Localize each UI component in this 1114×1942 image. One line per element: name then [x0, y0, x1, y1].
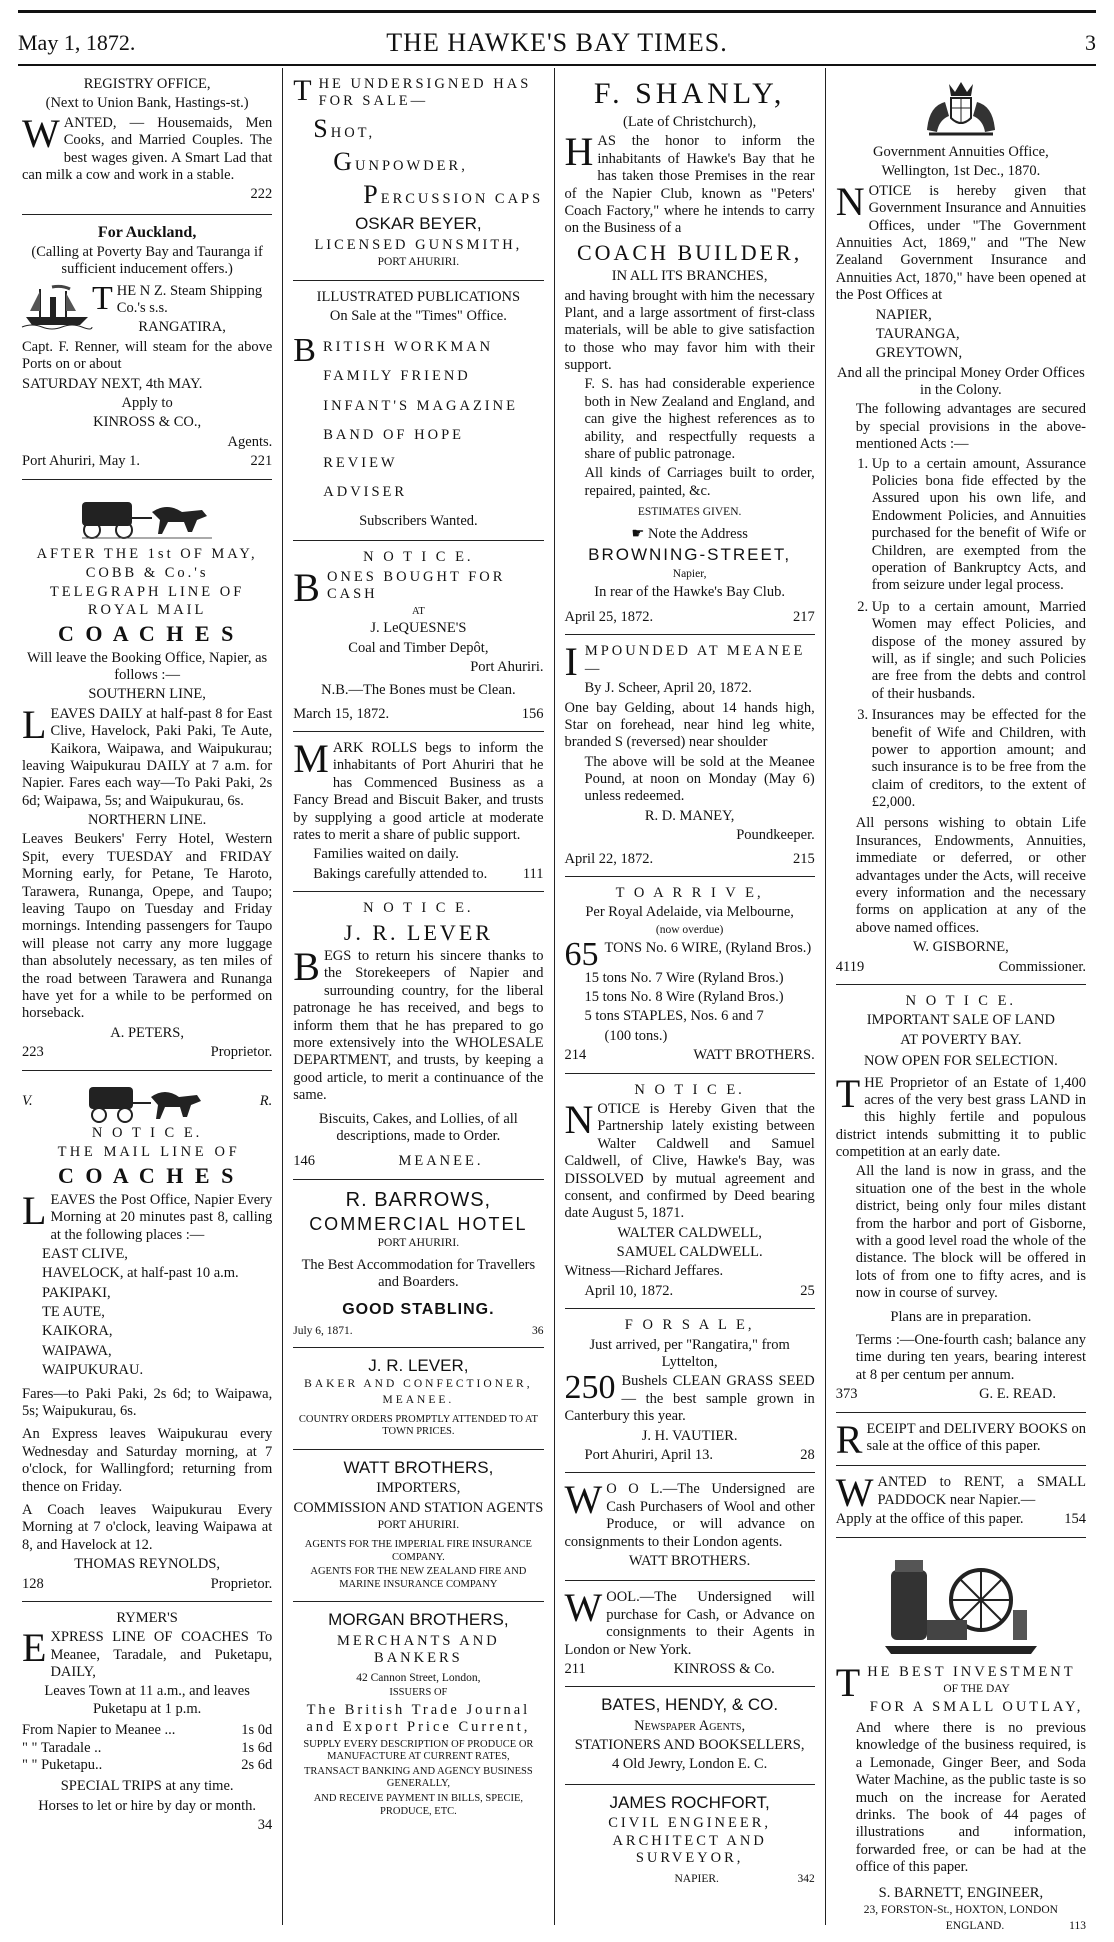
mail-coach-icon	[81, 1079, 211, 1125]
monogram-r: R.	[259, 1092, 273, 1109]
receipt-books-ad	[836, 1413, 1086, 1467]
ad-number: 215	[793, 850, 815, 867]
column-1	[18, 68, 282, 1925]
gunsmith-ad: THE UNDERSIGNED HAS FOR SALE— SHOT, GUNPOWDER, PERCUSSION CAPS OSKAR BEYER, LICENSED GUNSMITH, PORT AHURIRI.	[293, 68, 543, 281]
notice-heading: N O T I C E.	[363, 900, 474, 917]
pointing-hand-icon: ☛	[631, 526, 648, 542]
ad-title: HE BEST INVESTMENT	[867, 1663, 1076, 1680]
soda-machine-icon	[881, 1550, 1041, 1660]
mail-coaches-ad	[22, 1071, 272, 1602]
rochfort-ad	[565, 1785, 815, 1895]
ad-text: Just arrived, per "Rangatira," from Lyttelton,	[589, 1336, 790, 1371]
ad-text: ECEIPT and DELIVERY BOOKS on sale at the office of this paper.	[866, 1420, 1086, 1454]
advantages-list	[836, 456, 1086, 812]
royal-arms-icon	[919, 80, 1003, 140]
ad-title: Government Annuities Office,	[873, 144, 1049, 160]
ad-text: XPRESS LINE OF COACHES To Meanee, Taradale, and Puketapu, DAILY,	[50, 1629, 273, 1681]
ad-title: AFTER THE 1st OF MAY,	[36, 545, 258, 562]
drop-cap: B	[293, 944, 320, 989]
ad-address: 42 Cannon Street, London,	[356, 1671, 481, 1684]
stop-list	[22, 1246, 272, 1380]
ad-number: 156	[521, 705, 544, 722]
ad-title: T O A R R I V E,	[615, 885, 764, 902]
ad-number: 113	[1069, 1919, 1086, 1932]
ad-text: ONES BOUGHT FOR CASH	[326, 568, 506, 603]
ad-number: 36	[532, 1325, 544, 1338]
ad-text: OTICE is Hereby Given that the Partnership lately existing between Walter Caldwell and Samuel Caldwell, of Clive, Hawke's Bay, was DISSOLVED by mutual agreement and consent, and confirmed by Deed bearing date August 5, 1871.	[564, 1100, 815, 1222]
ad-text: EAVES DAILY at half-past 8 for East Clive, Havelock, Paki Paki, Te Aute, Kaikora, Waipawa, and Waipukurau; leaving Waipukurau DAILY at 7 a.m. for Napier. Fares each way—To Paki Paki, 2s 6d; Waipawa, 5s; and Waipukurau, 6s.	[22, 705, 273, 809]
column-2	[282, 68, 553, 1925]
ad-text: Leaves Beukers' Ferry Hotel, Western Spit, every TUESDAY and FRIDAY Morning early, for Petane, Te Haroto, Tarawera, Runanga, Opepe, and Taupo; leaving Taupo on Tuesday and Friday mornings. Intending passengers for Taupo will please not carry any more luggage than absolutely necessary, as ten miles of the road between Tarawera and Runanga have yet for a while to be performed on horseback.	[22, 831, 273, 1022]
lever-notice-ad	[293, 892, 543, 1179]
southern-line-heading: SOUTHERN LINE,	[88, 686, 206, 703]
ad-subtitle: IN ALL ITS BRANCHES,	[611, 268, 768, 285]
mark-rolls-ad	[293, 732, 543, 892]
list-item: UNPOWDER,	[355, 157, 468, 174]
masthead	[18, 26, 1096, 60]
ad-number: 128	[22, 1575, 44, 1592]
wool-kinross-ad	[565, 1581, 815, 1687]
list-item: ADVISER	[323, 484, 408, 501]
ad-text: All kinds of Carriages built to order, repaired, painted, &c.	[584, 465, 815, 499]
drop-cap: H	[564, 129, 594, 175]
list-item: TAURANGA,	[875, 325, 960, 342]
masthead-date: May 1, 1872.	[18, 29, 136, 55]
fare-price: 1s 0d	[241, 1722, 273, 1739]
ad-number: 214	[564, 1047, 587, 1064]
ad-place: Port Ahuriri, May 1.	[22, 453, 141, 470]
ad-place: PORT AHURIRI.	[377, 1519, 460, 1532]
ad-title: F O R S A L E,	[624, 1317, 755, 1334]
ad-date: March 15, 1872.	[293, 705, 390, 722]
northern-line-heading: NORTHERN LINE.	[87, 812, 207, 829]
ad-number: 221	[250, 453, 273, 470]
stagecoach-icon	[72, 492, 222, 542]
drop-cap: W	[22, 110, 60, 156]
coaches-heading: C O A C H E S	[57, 1163, 237, 1189]
column-4	[825, 68, 1096, 1932]
ad-number: 146	[293, 1153, 315, 1170]
ad-text: (now overdue)	[655, 923, 724, 936]
ad-address: BROWNING-STREET,	[588, 545, 792, 565]
fare-route: " " Taradale ..	[22, 1739, 102, 1756]
ad-address: 4 Old Jewry, London E. C.	[611, 1756, 768, 1773]
advertiser-name: MORGAN BROTHERS,	[328, 1610, 509, 1630]
bones-ad	[293, 541, 543, 732]
ship-name: RANGATIRA,	[138, 319, 226, 336]
ad-text: All the land is now in grass, and the situation one of the best in the whole district, being only four miles distant from the harbor and port of Gisborne, with a good level road the whole of the distance. The block will be offered in lots of from one to fifty acres, and is now in course of survey.	[855, 1163, 1086, 1302]
advertiser-role: Newspaper Agents,	[634, 1717, 746, 1734]
list-item: GREYTOWN,	[875, 345, 963, 362]
advertiser-role: CIVIL ENGINEER, ARCHITECT AND SURVEYOR,	[608, 1815, 772, 1867]
signer: A. PETERS,	[110, 1024, 184, 1041]
masthead-rule	[18, 64, 1096, 66]
baker-ad	[293, 1348, 543, 1450]
ad-subtitle: TELEGRAPH LINE OF ROYAL MAIL	[49, 584, 245, 618]
list-item: WAIPUKURAU.	[42, 1362, 144, 1379]
ad-subtitle: COBB & Co.'s	[85, 565, 209, 581]
notice-heading: N O T I C E.	[91, 1124, 203, 1141]
drop-cap: L	[22, 701, 47, 747]
ad-text: HE Proprietor of an Estate of 1,400 acres of the very best grass LAND in this highly fertile and populous district intends submitting it to public competition at an early date.	[835, 1074, 1086, 1161]
ad-text: Plans are in preparation.	[890, 1308, 1032, 1325]
government-annuities-ad	[836, 68, 1086, 985]
ad-text: AND RECEIVE PAYMENT IN BILLS, SPECIE, PRODUCE, ETC.	[313, 1793, 524, 1817]
ad-text: SPECIAL TRIPS at any time.	[60, 1778, 234, 1795]
drop-cap: N	[835, 178, 865, 224]
masthead-title: THE HAWKE'S BAY TIMES.	[386, 28, 728, 58]
wire-list	[565, 970, 815, 1046]
drop-cap: I	[564, 639, 581, 685]
ad-text: F. S. has had considerable experience both in New Zealand and England, and can give the highest references as to ability, and respectfully requests a share of public patronage.	[584, 376, 815, 463]
ad-text: COUNTRY ORDERS PROMPTLY ATTENDED TO AT TOWN PRICES.	[298, 1413, 538, 1438]
ad-text: The following advantages are secured by special provisions in the above-mentioned Acts :—	[855, 401, 1086, 453]
signer: G. E. READ.	[979, 1386, 1056, 1403]
ad-text: TONS No. 6 WIRE, (Ryland Bros.)	[604, 939, 812, 956]
drop-cap: W	[564, 1585, 603, 1631]
advertiser-name: J. R. LEVER,	[368, 1355, 469, 1375]
signer-role: Proprietor.	[210, 1575, 273, 1592]
ad-place: Port Ahuriri.	[470, 658, 544, 675]
list-item: 15 tons No. 7 Wire (Ryland Bros.)	[584, 969, 784, 986]
signer: WATT BROTHERS.	[693, 1047, 815, 1064]
list-item: EAST CLIVE,	[42, 1245, 128, 1262]
advertiser-name: BATES, HENDY, & CO.	[601, 1695, 779, 1715]
ad-number: 34	[257, 1817, 273, 1834]
ad-text: OOL.—The Undersigned will purchase for Cash, or Advance on consignments to their Agents in London or New York.	[564, 1589, 815, 1658]
ad-text: All persons wishing to obtain Life Insurances, Endowments, Annuities, immediate or deferred, or other advantages under the Acts, will receive every information and the necessary forms on application at any of the above named offices.	[855, 815, 1086, 936]
ad-text: Biscuits, Cakes, and Lollies, of all descriptions, made to Order.	[318, 1110, 518, 1144]
list-item: 15 tons No. 8 Wire (Ryland Bros.)	[584, 989, 784, 1006]
ad-text: SUPPLY EVERY DESCRIPTION OF PRODUCE OR MANUFACTURE AT CURRENT RATES,	[303, 1738, 534, 1763]
ad-text: TRANSACT BANKING AND AGENCY BUSINESS GENERALLY,	[304, 1765, 533, 1790]
ad-title: RYMER'S	[116, 1609, 178, 1626]
ad-subtitle: On Sale at the "Times" Office.	[329, 308, 507, 325]
ad-text: Bushels CLEAN GRASS SEED — the best sample grown in Canterbury this year.	[564, 1373, 815, 1425]
ad-text: Families waited on daily.	[313, 846, 459, 863]
ad-number: 4119	[835, 958, 865, 975]
ad-number: 25	[800, 1282, 815, 1299]
ad-place: MEANEE.	[382, 1394, 455, 1407]
ad-text: An Express leaves Waipukurau every Wednesday and Saturday morning, at 7 o'clock, for Wallingford; returning from thence on Friday.	[22, 1426, 273, 1495]
signer: SAMUEL CALDWELL.	[616, 1244, 763, 1261]
list-item: KAIKORA,	[42, 1323, 113, 1340]
land-sale-ad	[836, 985, 1086, 1413]
signer: THOMAS REYNOLDS,	[74, 1556, 221, 1573]
paddock-wanted-ad	[836, 1466, 1086, 1537]
advertiser-name: J. R. LEVER	[343, 919, 493, 945]
ad-text: In rear of the Hawke's Bay Club.	[594, 583, 785, 600]
ad-date: July 6, 1871.	[293, 1325, 353, 1338]
advertiser-role: LICENSED GUNSMITH,	[314, 236, 523, 253]
ad-text: The above will be sold at the Meanee Pound, at noon on Monday (May 6) unless redeemed.	[584, 753, 815, 805]
partnership-dissolved-ad	[565, 1074, 815, 1310]
drop-cap: B	[293, 564, 323, 610]
list-item: WAIPAWA,	[42, 1342, 112, 1359]
list-item: 1. Up to a certain amount, Assurance Policies bona fide effected by the Assured upon his own life, and Endowment Policies, and Annuities purchased for the benefit of Wife or Children, are exempted from the operation of Bankruptcy Acts, and from seizure under legal process.	[872, 456, 1086, 595]
notice-heading: N O T I C E.	[363, 549, 474, 566]
list-item: 3. Insurances may be effected for the benefit of Wife and Children, with power to apportion amount; and such insurance is to be free from the claim of creditors, to the extent of £2,000.	[872, 707, 1086, 811]
agent-name: KINROSS & CO.,	[93, 414, 202, 431]
column-3	[554, 68, 825, 1925]
ad-text: Fares—to Paki Paki, 2s 6d; to Waipawa, 5s; Waipukurau, 6s.	[22, 1385, 273, 1420]
drop-cap: E	[22, 1625, 47, 1671]
ad-title: T H E M A I L L I N E O F	[57, 1143, 237, 1160]
ad-place: MEANEE.	[398, 1153, 484, 1170]
office-list	[836, 307, 1086, 363]
ad-number: 373	[835, 1386, 858, 1403]
drop-cap: W	[835, 1470, 874, 1516]
steamship-icon	[22, 283, 92, 331]
ad-subtitle: ESTIMATES GIVEN.	[637, 506, 742, 519]
ad-text: N.B.—The Bones must be Clean.	[321, 682, 516, 699]
advertiser-role: MERCHANTS AND BANKERS	[337, 1632, 500, 1667]
notice-heading: N O T I C E.	[905, 992, 1017, 1009]
ad-subtitle: (Late of Christchurch),	[622, 114, 757, 130]
drop-cap: T	[835, 1070, 861, 1116]
stabling-heading: GOOD STABLING.	[342, 1300, 495, 1318]
journal-name: The British Trade Journal and Export Price Current,	[306, 1701, 531, 1736]
ad-number: 342	[797, 1873, 815, 1886]
bates-hendy-ad	[565, 1687, 815, 1785]
drop-cap: B	[293, 331, 319, 369]
ad-text: The Best Accommodation for Travellers and Boarders.	[301, 1257, 536, 1291]
drop-cap: M	[293, 736, 329, 782]
ad-date: Wellington, 1st Dec., 1870.	[881, 163, 1041, 180]
ad-place: NAPIER.	[674, 1873, 719, 1886]
list-item: TE AUTE,	[42, 1304, 105, 1321]
ad-text: Capt. F. Renner, will steam for the above Ports on or about	[22, 338, 273, 373]
list-item: FAMILY FRIEND	[323, 368, 471, 385]
ad-text: ANTED, — Housemaids, Men Cooks, and Married Couples. The best wages given. A Smart Lad that can milk a cow and work in a stable.	[22, 114, 273, 183]
ad-text: AS the honor to inform the inhabitants of Hawke's Bay that he has taken those Premises in the rear of the Napier Club, known as "Peters' Coach Factory," where he intends to carry on the Business of a	[564, 133, 815, 237]
list-item: NAPIER,	[875, 306, 932, 323]
ad-place: Napier,	[672, 567, 707, 580]
list-item: PAKIPAKI,	[42, 1284, 111, 1301]
ad-date: April 10, 1872.	[584, 1282, 674, 1299]
apply-to: Apply to	[121, 395, 173, 412]
hotel-name: COMMERCIAL HOTEL	[309, 1213, 528, 1234]
list-item: RITISH WORKMAN	[322, 338, 494, 355]
columns	[18, 68, 1096, 1932]
signer-role: Commissioner.	[998, 958, 1086, 975]
ad-text: EGS to return his sincere thanks to the Storekeepers of Napier and surrounding country, for the liberal patronage he has received, and begs to inform them that he has prepared to go more extensively into the WHOLESALE DEPARTMENT, and trusts, by keeping a good article, to merit a continuance of the same.	[293, 948, 544, 1104]
ad-date: April 25, 1872.	[564, 608, 654, 625]
advertiser-name: R. BARROWS,	[345, 1188, 492, 1211]
big-number: 65	[564, 935, 599, 973]
ad-text: Note the Address	[648, 526, 748, 542]
ad-text: Coal and Timber Depôt,	[348, 639, 489, 656]
sailing-date: SATURDAY NEXT, 4th MAY.	[22, 375, 203, 392]
ad-text: And all the principal Money Order Offices in the Colony.	[836, 364, 1085, 399]
list-item: (100 tons.)	[604, 1027, 668, 1044]
ad-text: ISSUERS OF	[389, 1687, 448, 1699]
watt-brothers-ad	[293, 1450, 543, 1602]
ad-title: AT POVERTY BAY.	[900, 1031, 1022, 1048]
ad-text: Bakings carefully attended to.	[313, 865, 488, 882]
ad-text: AGENTS FOR THE IMPERIAL FIRE INSURANCE COMPANY.	[304, 1538, 532, 1563]
ad-subtitle: (Calling at Poverty Bay and Tauranga if sufficient inducement offers.)	[31, 243, 263, 278]
coach-builder-heading: COACH BUILDER,	[576, 239, 803, 265]
grass-seed-ad	[565, 1309, 815, 1473]
advertiser-name: F. SHANLY,	[593, 77, 786, 110]
fare-route: From Napier to Meanee ...	[22, 1722, 176, 1739]
signer: J. H. VAUTIER.	[641, 1427, 738, 1444]
ad-number: 222	[250, 186, 273, 203]
drop-cap: T	[835, 1659, 864, 1705]
ad-text: Apply at the office of this paper.	[835, 1511, 1024, 1528]
ad-title: MPOUNDED AT MEANEE—	[584, 643, 806, 677]
ad-title: ILLUSTRATED PUBLICATIONS	[316, 288, 521, 305]
ad-text: OTICE is hereby given that Government Insurance and Annuities Offices, under "The Government Annuities Act, 1869," and "The New Zealand Government Insurance and Annuities Act, 1870," have been opened at the Post Offices at	[835, 182, 1086, 304]
ad-number: 28	[800, 1447, 815, 1463]
drop-cap: W	[564, 1477, 603, 1523]
ad-title: REGISTRY OFFICE,	[83, 76, 211, 92]
signer: KINROSS & Co.	[673, 1660, 775, 1677]
fare-table	[22, 1722, 272, 1774]
to-arrive-ad	[565, 877, 815, 1074]
drop-cap: T	[92, 279, 113, 317]
ad-number: 217	[793, 608, 815, 625]
advertiser-name: WATT BROTHERS,	[343, 1458, 494, 1478]
ad-text: ANTED to RENT, a SMALL PADDOCK near Napier.—	[877, 1474, 1086, 1508]
ad-text: Leaves Town at 11 a.m., and leaves Puketapu at 1 p.m.	[44, 1683, 250, 1717]
ad-text: EAVES the Post Office, Napier Every Morning at 20 minutes past 8, calling at the following places :—	[50, 1191, 273, 1243]
ad-place: PORT AHURIRI.	[377, 256, 460, 269]
ad-subtitle: NOW OPEN FOR SELECTION.	[863, 1053, 1058, 1070]
top-rule	[18, 10, 1096, 13]
list-item: BAND OF HOPE REVIEW	[323, 427, 464, 471]
commercial-hotel-ad	[293, 1180, 543, 1348]
advertiser-role: STATIONERS AND BOOKSELLERS,	[574, 1737, 805, 1754]
signer: WATT BROTHERS.	[628, 1552, 751, 1569]
signer-role: Poundkeeper.	[736, 827, 815, 844]
ad-text: A Coach leaves Waipukurau Every Morning at 7 o'clock, leaving Waipawa at 8, and Havelock at 12.	[22, 1501, 273, 1553]
soda-machine-ad	[836, 1538, 1086, 1942]
agents-label: Agents.	[227, 433, 273, 450]
ad-text: AT	[411, 605, 425, 617]
ad-number: 211	[564, 1660, 586, 1677]
fare-route: " " Puketapu..	[22, 1757, 103, 1774]
advertiser-role: BAKER AND CONFECTIONER,	[304, 1378, 533, 1391]
shanly-coach-builder-ad	[565, 68, 815, 635]
ad-place: ENGLAND.	[945, 1919, 1005, 1932]
ad-text: O O L.—The Undersigned are Cash Purchasers of Wool and other Produce, or will advance on consignments to their London agents.	[564, 1481, 815, 1550]
registry-office-ad	[22, 68, 272, 215]
ad-number: 111	[522, 865, 544, 882]
drop-cap: N	[564, 1096, 594, 1142]
signer: W. GISBORNE,	[913, 939, 1009, 956]
ad-text: ARK ROLLS begs to inform the inhabitants of Port Ahuriri that he has Commenced Business as a Fancy Bread and Biscuit Baker, and trusts by supplying a good article at moderate rates to merit a share of public support.	[293, 740, 544, 844]
ad-text: And where there is no previous knowledge of the business required, is a Lemonade, Ginger Beer, and Soda Water Machine, as the public taste is so much on the increase for Aerated drinks. The book of 44 pages of illustrations and information, forwarded free, or can be had at the office of this paper.	[855, 1720, 1086, 1876]
ad-place: PORT AHURIRI.	[377, 1237, 460, 1250]
advertiser-name: JAMES ROCHFORT,	[609, 1792, 770, 1812]
ad-place: Port Ahuriri, April 13.	[584, 1447, 713, 1463]
ad-date: April 22, 1872.	[564, 850, 654, 867]
list-item: 2. Up to a certain amount, Married Women may effect Policies, and dispose of the money assured by will, as if single; and such Policies are free from the debts and control of their husbands.	[872, 599, 1086, 703]
list-item: INFANT'S MAGAZINE	[323, 397, 518, 414]
signer: S. BARNETT, ENGINEER,	[878, 1884, 1044, 1901]
fare-price: 1s 6d	[241, 1739, 273, 1756]
notice-heading: N O T I C E.	[634, 1081, 745, 1098]
ad-text: and having brought with him the necessary Plant, and a large assortment of first-class materials, will be able to give satisfaction to those who may favor him with their support.	[564, 287, 815, 374]
morgan-brothers-ad	[293, 1602, 543, 1828]
ad-number: 223	[22, 1044, 44, 1061]
list-item: HAVELOCK, at half-past 10 a.m.	[42, 1265, 239, 1282]
list-item: HOT,	[330, 124, 376, 141]
witness: Witness—Richard Jeffares.	[564, 1263, 724, 1280]
auckland-ad	[22, 215, 272, 480]
ad-text: Horses to let or hire by day or month.	[38, 1797, 257, 1814]
fare-price: 2s 6d	[241, 1757, 273, 1774]
advertiser-role: IMPORTERS,	[376, 1480, 461, 1497]
ad-number: 154	[1064, 1511, 1086, 1528]
list-item: 5 tons STAPLES, Nos. 6 and 7	[584, 1008, 764, 1025]
drop-cap: L	[22, 1187, 47, 1233]
drop-cap: R	[835, 1416, 863, 1462]
publication-list	[293, 331, 543, 507]
big-number: 250	[564, 1369, 616, 1407]
ad-text: Will leave the Booking Office, Napier, as follows :—	[27, 649, 268, 683]
ad-subtitle: (Next to Union Bank, Hastings-st.)	[45, 95, 249, 112]
ad-title: IMPORTANT SALE OF LAND	[866, 1012, 1055, 1029]
ad-subtitle: OF THE DAY	[943, 1682, 1010, 1695]
ad-text: Terms :—One-fourth cash; balance any time during ten years, bearing interest at 8 per centum per annum.	[855, 1332, 1086, 1383]
rymer-coaches-ad	[22, 1602, 272, 1845]
drop-cap: T	[293, 74, 315, 107]
coaches-heading: C O A C H E S	[57, 621, 237, 647]
ad-text: By J. Scheer, April 20, 1872.	[584, 680, 752, 697]
monogram-v: V.	[22, 1092, 33, 1109]
ad-address: 23, FORSTON-St., HOXTON, LONDON	[863, 1904, 1058, 1916]
signer: R. D. MANEY,	[644, 807, 735, 824]
advertiser-name: J. LeQUESNE'S	[370, 620, 467, 637]
list-item: ERCUSSION CAPS	[380, 191, 544, 208]
signer: WALTER CALDWELL,	[617, 1224, 762, 1241]
ad-subtitle: FOR A SMALL OUTLAY,	[869, 1698, 1084, 1715]
advertiser-name: OSKAR BEYER,	[355, 214, 482, 234]
page-number: 3	[1085, 29, 1096, 55]
ad-text: AGENTS FOR THE NEW ZEALAND FIRE AND MARINE INSURANCE COMPANY	[310, 1566, 527, 1590]
ad-text: HE N Z. Steam Shipping Co.'s s.s.	[116, 282, 263, 317]
ad-text: HE UNDERSIGNED HAS FOR SALE—	[318, 76, 532, 110]
ad-text: One bay Gelding, about 14 hands high, Star on forehead, near hind leg white, branded S (reversed) near shoulder	[564, 699, 815, 751]
advertiser-role: COMMISSION AND STATION AGENTS	[293, 1499, 544, 1516]
signer-role: Proprietor.	[210, 1044, 273, 1061]
cobb-coaches-ad	[22, 480, 272, 1071]
ad-text: Subscribers Wanted.	[359, 512, 478, 529]
ad-text: Per Royal Adelaide, via Melbourne,	[585, 904, 794, 921]
publications-ad	[293, 281, 543, 541]
ad-title: For Auckland,	[97, 223, 197, 241]
wool-watt-ad	[565, 1473, 815, 1581]
impounded-ad	[565, 635, 815, 877]
